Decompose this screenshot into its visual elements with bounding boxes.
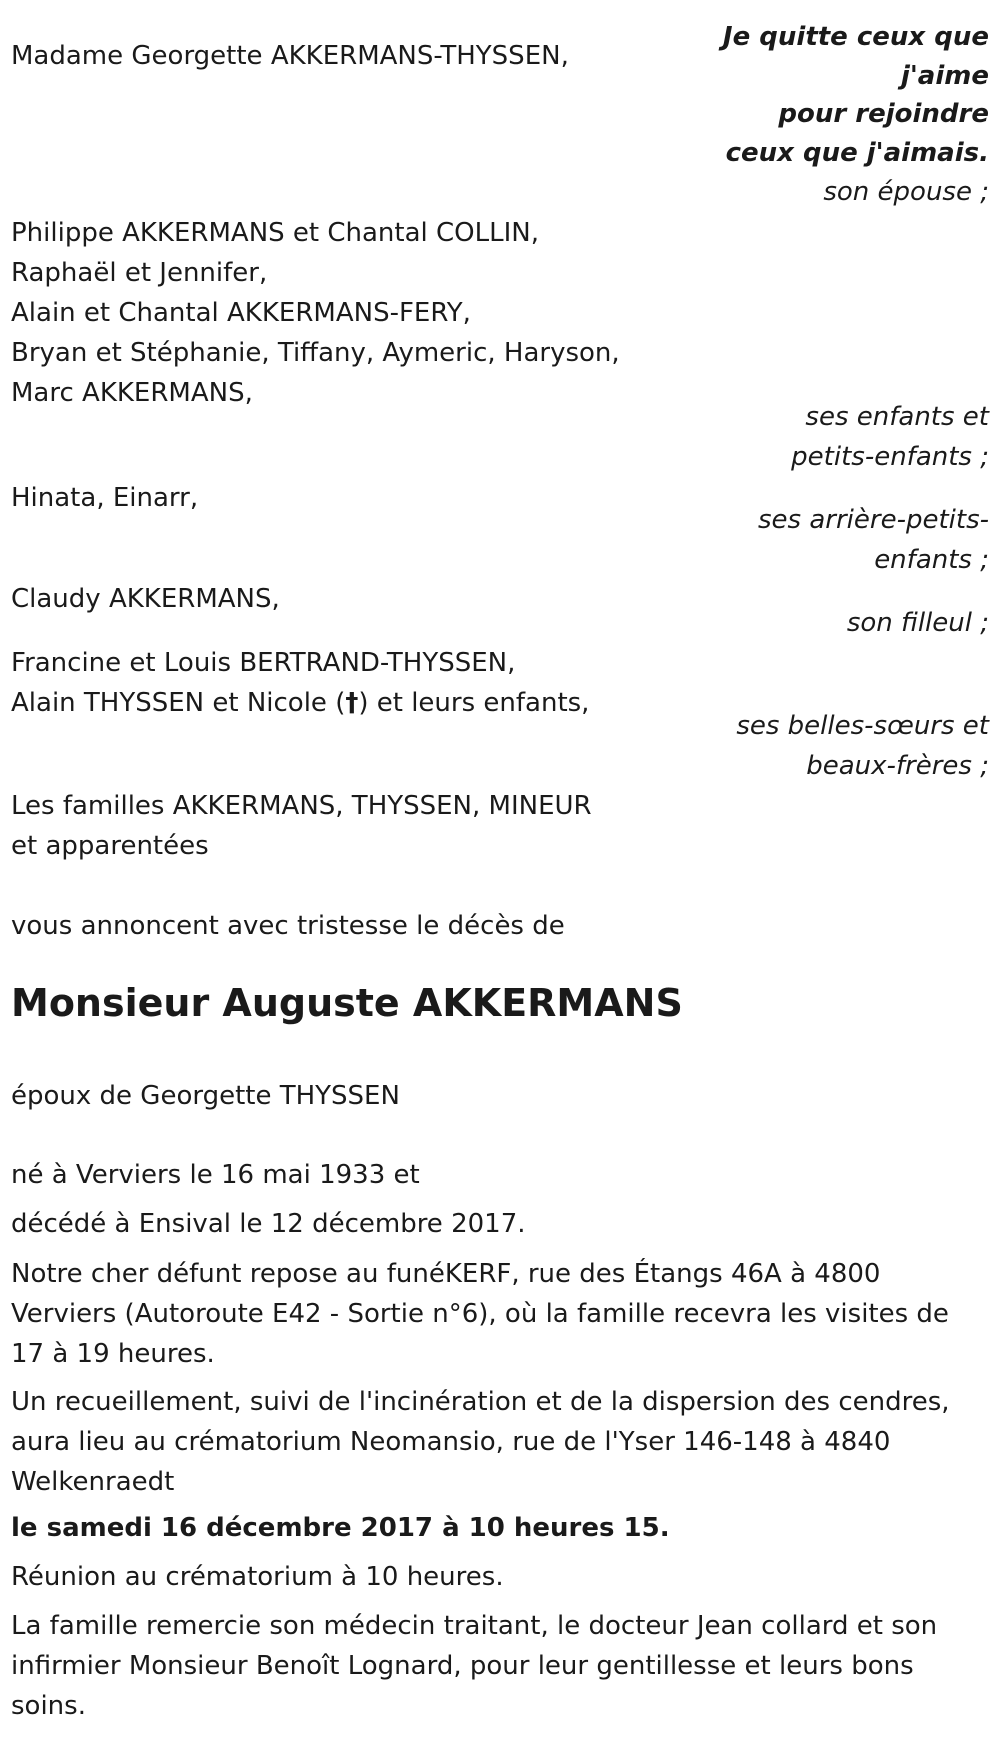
families-line: Les familles AKKERMANS, THYSSEN, MINEUR bbox=[11, 791, 592, 821]
verse-line: ceux que j'aimais. bbox=[725, 137, 989, 168]
spouse-of: époux de Georgette THYSSEN bbox=[11, 1081, 400, 1111]
great-grandchildren-relation: ses arrière-petits- bbox=[758, 505, 989, 535]
children-line: Bryan et Stéphanie, Tiffany, Aymeric, Haryson, bbox=[11, 338, 620, 368]
verse-line: pour rejoindre bbox=[778, 99, 989, 129]
families-line: et apparentées bbox=[11, 831, 209, 861]
meeting-info: Réunion au crématorium à 10 heures. bbox=[11, 1562, 504, 1592]
children-line: Alain et Chantal AKKERMANS-FERY, bbox=[11, 298, 471, 328]
in-laws-relation: ses belles-sœurs et bbox=[736, 711, 989, 741]
birth-info: né à Verviers le 16 mai 1933 et bbox=[11, 1160, 420, 1190]
spouse-relation: son épouse ; bbox=[823, 177, 989, 207]
announcement: vous annoncent avec tristesse le décès de bbox=[11, 911, 565, 941]
visitation-info: Notre cher défunt repose au funéKERF, rue des Étangs 46A à 4800 Verviers (Autoroute E42 - Sortie n°6), où la famille recevra les visites de 17 à 19 heures. bbox=[11, 1259, 949, 1369]
verse-line: j'aime bbox=[900, 60, 989, 91]
children-relation: ses enfants et bbox=[805, 402, 989, 432]
cross-icon: † bbox=[345, 688, 359, 718]
death-info: décédé à Ensival le 12 décembre 2017. bbox=[11, 1209, 526, 1239]
ceremony-date: le samedi 16 décembre 2017 à 10 heures 15. bbox=[11, 1513, 670, 1543]
ceremony-info: Un recueillement, suivi de l'incinération et de la dispersion des cendres, aura lieu au crématorium Neomansio, rue de l'Yser 146-148 à 4840 Welkenraedt bbox=[11, 1387, 950, 1497]
thanks-text: La famille remercie son médecin traitant, le docteur Jean collard et son infirmier Monsieur Benoît Lognard, pour leur gentillesse et leurs bons soins. bbox=[11, 1611, 938, 1721]
in-laws-text: ) et leurs enfants, bbox=[358, 688, 590, 718]
verse-line: Je quitte ceux que bbox=[722, 22, 989, 52]
godson-line: Claudy AKKERMANS, bbox=[11, 584, 280, 614]
in-laws-relation: beaux-frères ; bbox=[806, 751, 989, 781]
in-laws-line bbox=[11, 683, 589, 723]
great-grandchildren-relation: enfants ; bbox=[874, 545, 989, 575]
children-line: Marc AKKERMANS, bbox=[11, 378, 253, 408]
children-line: Raphaël et Jennifer, bbox=[11, 258, 268, 288]
godson-relation: son filleul ; bbox=[846, 608, 989, 638]
spouse-name: Madame Georgette AKKERMANS-THYSSEN, bbox=[11, 41, 569, 71]
verse-quote bbox=[723, 18, 989, 172]
in-laws-line: Francine et Louis BERTRAND-THYSSEN, bbox=[11, 648, 516, 678]
children-line: Philippe AKKERMANS et Chantal COLLIN, bbox=[11, 218, 539, 248]
great-grandchildren-line: Hinata, Einarr, bbox=[11, 483, 199, 513]
deceased-name: Monsieur Auguste AKKERMANS bbox=[11, 981, 683, 1025]
in-laws-text: Alain THYSSEN et Nicole ( bbox=[11, 688, 346, 718]
children-relation: petits-enfants ; bbox=[791, 442, 989, 472]
